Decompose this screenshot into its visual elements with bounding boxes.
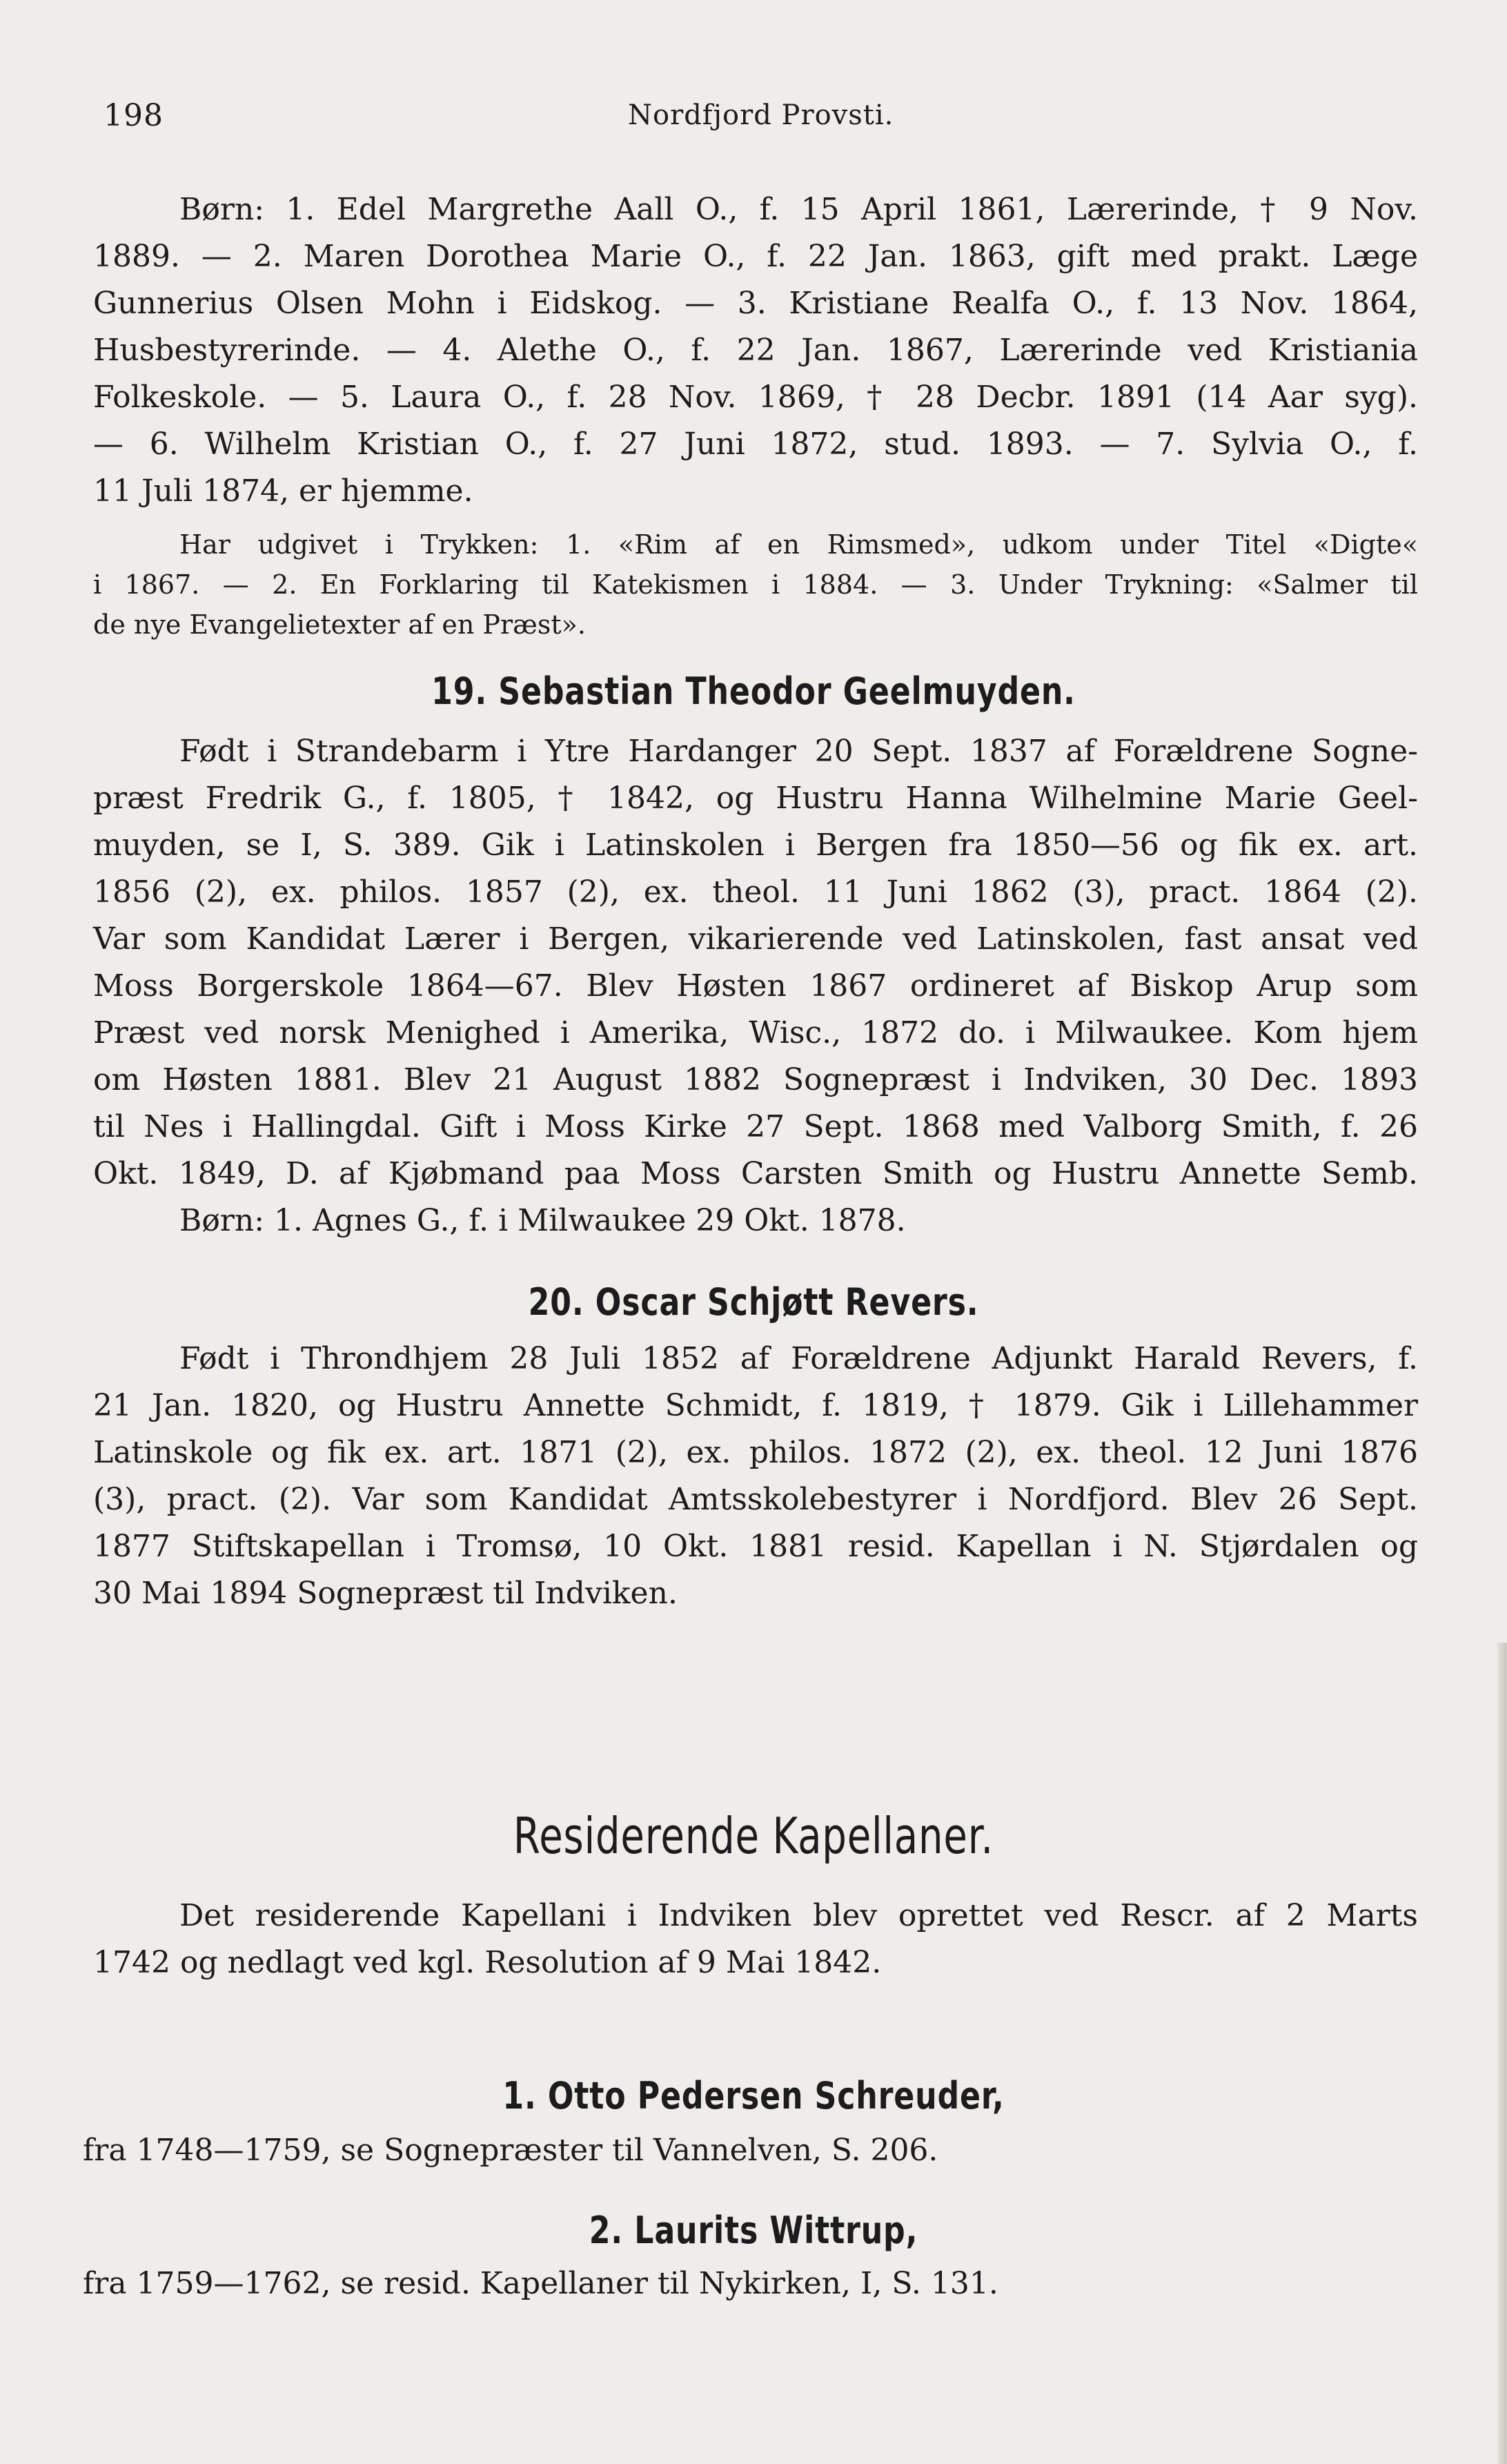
text-line: præst Fredrik G., f. 1805, † 1842, og Hustru Hanna Wilhelmine Marie Geel-	[93, 781, 1418, 816]
text-line: Gunnerius Olsen Mohn i Eidskog. — 3. Kristiane Realfa O., f. 13 Nov. 1864,	[93, 286, 1418, 321]
text-line: Okt. 1849, D. af Kjøbmand paa Moss Carsten Smith og Hustru Annette Semb.	[93, 1156, 1418, 1191]
text-line: fra 1759—1762, se resid. Kapellaner til Nykirken, I, S. 131.	[83, 2266, 998, 2301]
text-line: Det residerende Kapellani i Indviken blev oprettet ved Rescr. af 2 Marts	[179, 1898, 1418, 1933]
text-line: om Høsten 1881. Blev 21 August 1882 Sognepræst i Indviken, 30 Dec. 1893	[93, 1062, 1418, 1097]
entry-heading: 1. Otto Pedersen Schreuder,	[502, 2074, 1005, 2118]
text-line: 21 Jan. 1820, og Hustru Annette Schmidt, f. 1819, † 1879. Gik i Lillehammer	[93, 1388, 1418, 1423]
text-line: Folkeskole. — 5. Laura O., f. 28 Nov. 1869, † 28 Decbr. 1891 (14 Aar syg).	[93, 380, 1418, 415]
page-header	[104, 98, 1415, 139]
publications-paragraph	[93, 525, 1418, 645]
running-head: Nordfjord Provsti.	[628, 99, 894, 131]
text-line: til Nes i Hallingdal. Gift i Moss Kirke 27 Sept. 1868 med Valborg Smith, f. 26	[93, 1109, 1418, 1144]
text-line: 1877 Stiftskapellan i Tromsø, 10 Okt. 1881 resid. Kapellan i N. Stjørdalen og	[93, 1529, 1418, 1564]
text-line: Var som Kandidat Lærer i Bergen, vikarierende ved Latinskolen, fast ansat ved	[93, 921, 1418, 957]
entry-heading: 19. Sebastian Theodor Geelmuyden.	[431, 669, 1076, 713]
text-line: (3), pract. (2). Var som Kandidat Amtsskolebestyrer i Nordfjord. Blev 26 Sept.	[93, 1482, 1418, 1517]
text-line: 11 Juli 1874, er hjemme.	[93, 473, 473, 509]
section-heading: Residerende Kapellaner.	[513, 1807, 994, 1865]
text-line: Født i Throndhjem 28 Juli 1852 af Forældrene Adjunkt Harald Revers, f.	[179, 1341, 1418, 1376]
section-paragraph	[93, 1893, 1418, 1986]
text-line: 1856 (2), ex. philos. 1857 (2), ex. theol. 11 Juni 1862 (3), pract. 1864 (2).	[93, 874, 1418, 910]
text-line: Har udgivet i Trykken: 1. «Rim af en Rimsmed», udkom under Titel «Digte«	[179, 529, 1418, 560]
text-line: Født i Strandebarm i Ytre Hardanger 20 Sept. 1837 af Forældrene Sogne-	[179, 734, 1418, 769]
entry-19-paragraph	[93, 728, 1418, 1244]
text-line: Børn: 1. Edel Margrethe Aall O., f. 15 April 1861, Lærerinde, † 9 Nov.	[179, 192, 1418, 227]
text-line: — 6. Wilhelm Kristian O., f. 27 Juni 1872, stud. 1893. — 7. Sylvia O., f.	[93, 427, 1418, 462]
entry-heading: 2. Laurits Wittrup,	[589, 2209, 918, 2252]
text-line: fra 1748—1759, se Sognepræster til Vannelven, S. 206.	[83, 2133, 938, 2168]
text-line: Latinskole og fik ex. art. 1871 (2), ex. philos. 1872 (2), ex. theol. 12 Juni 1876	[93, 1435, 1418, 1470]
text-line: muyden, se I, S. 389. Gik i Latinskolen i Bergen fra 1850—56 og fik ex. art.	[93, 828, 1418, 863]
text-line: Præst ved norsk Menighed i Amerika, Wisc., 1872 do. i Milwaukee. Kom hjem	[93, 1015, 1418, 1050]
entry-20-paragraph	[93, 1336, 1418, 1617]
text-line: Moss Borgerskole 1864—67. Blev Høsten 1867 ordineret af Biskop Arup som	[93, 968, 1418, 1004]
entry-heading: 20. Oscar Schjøtt Revers.	[528, 1280, 979, 1324]
text-line: i 1867. — 2. En Forklaring til Katekismen i 1884. — 3. Under Trykning: «Salmer til	[93, 569, 1418, 600]
text-line: Børn: 1. Agnes G., f. i Milwaukee 29 Okt. 1878.	[179, 1203, 906, 1238]
children-paragraph	[93, 186, 1418, 515]
entry-2-paragraph	[83, 2260, 1408, 2307]
page-number: 198	[104, 98, 164, 133]
text-line: de nye Evangelietexter af en Præst».	[93, 609, 586, 640]
entry-1-paragraph	[83, 2127, 1408, 2174]
text-line: 30 Mai 1894 Sognepræst til Indviken.	[93, 1576, 678, 1611]
page-edge-shadow	[1497, 1643, 1507, 2464]
text-line: Husbestyrerinde. — 4. Alethe O., f. 22 Jan. 1867, Lærerinde ved Kristiania	[93, 333, 1418, 368]
text-line: 1889. — 2. Maren Dorothea Marie O., f. 22 Jan. 1863, gift med prakt. Læge	[93, 239, 1418, 274]
text-line: 1742 og nedlagt ved kgl. Resolution af 9 Mai 1842.	[93, 1945, 882, 1980]
